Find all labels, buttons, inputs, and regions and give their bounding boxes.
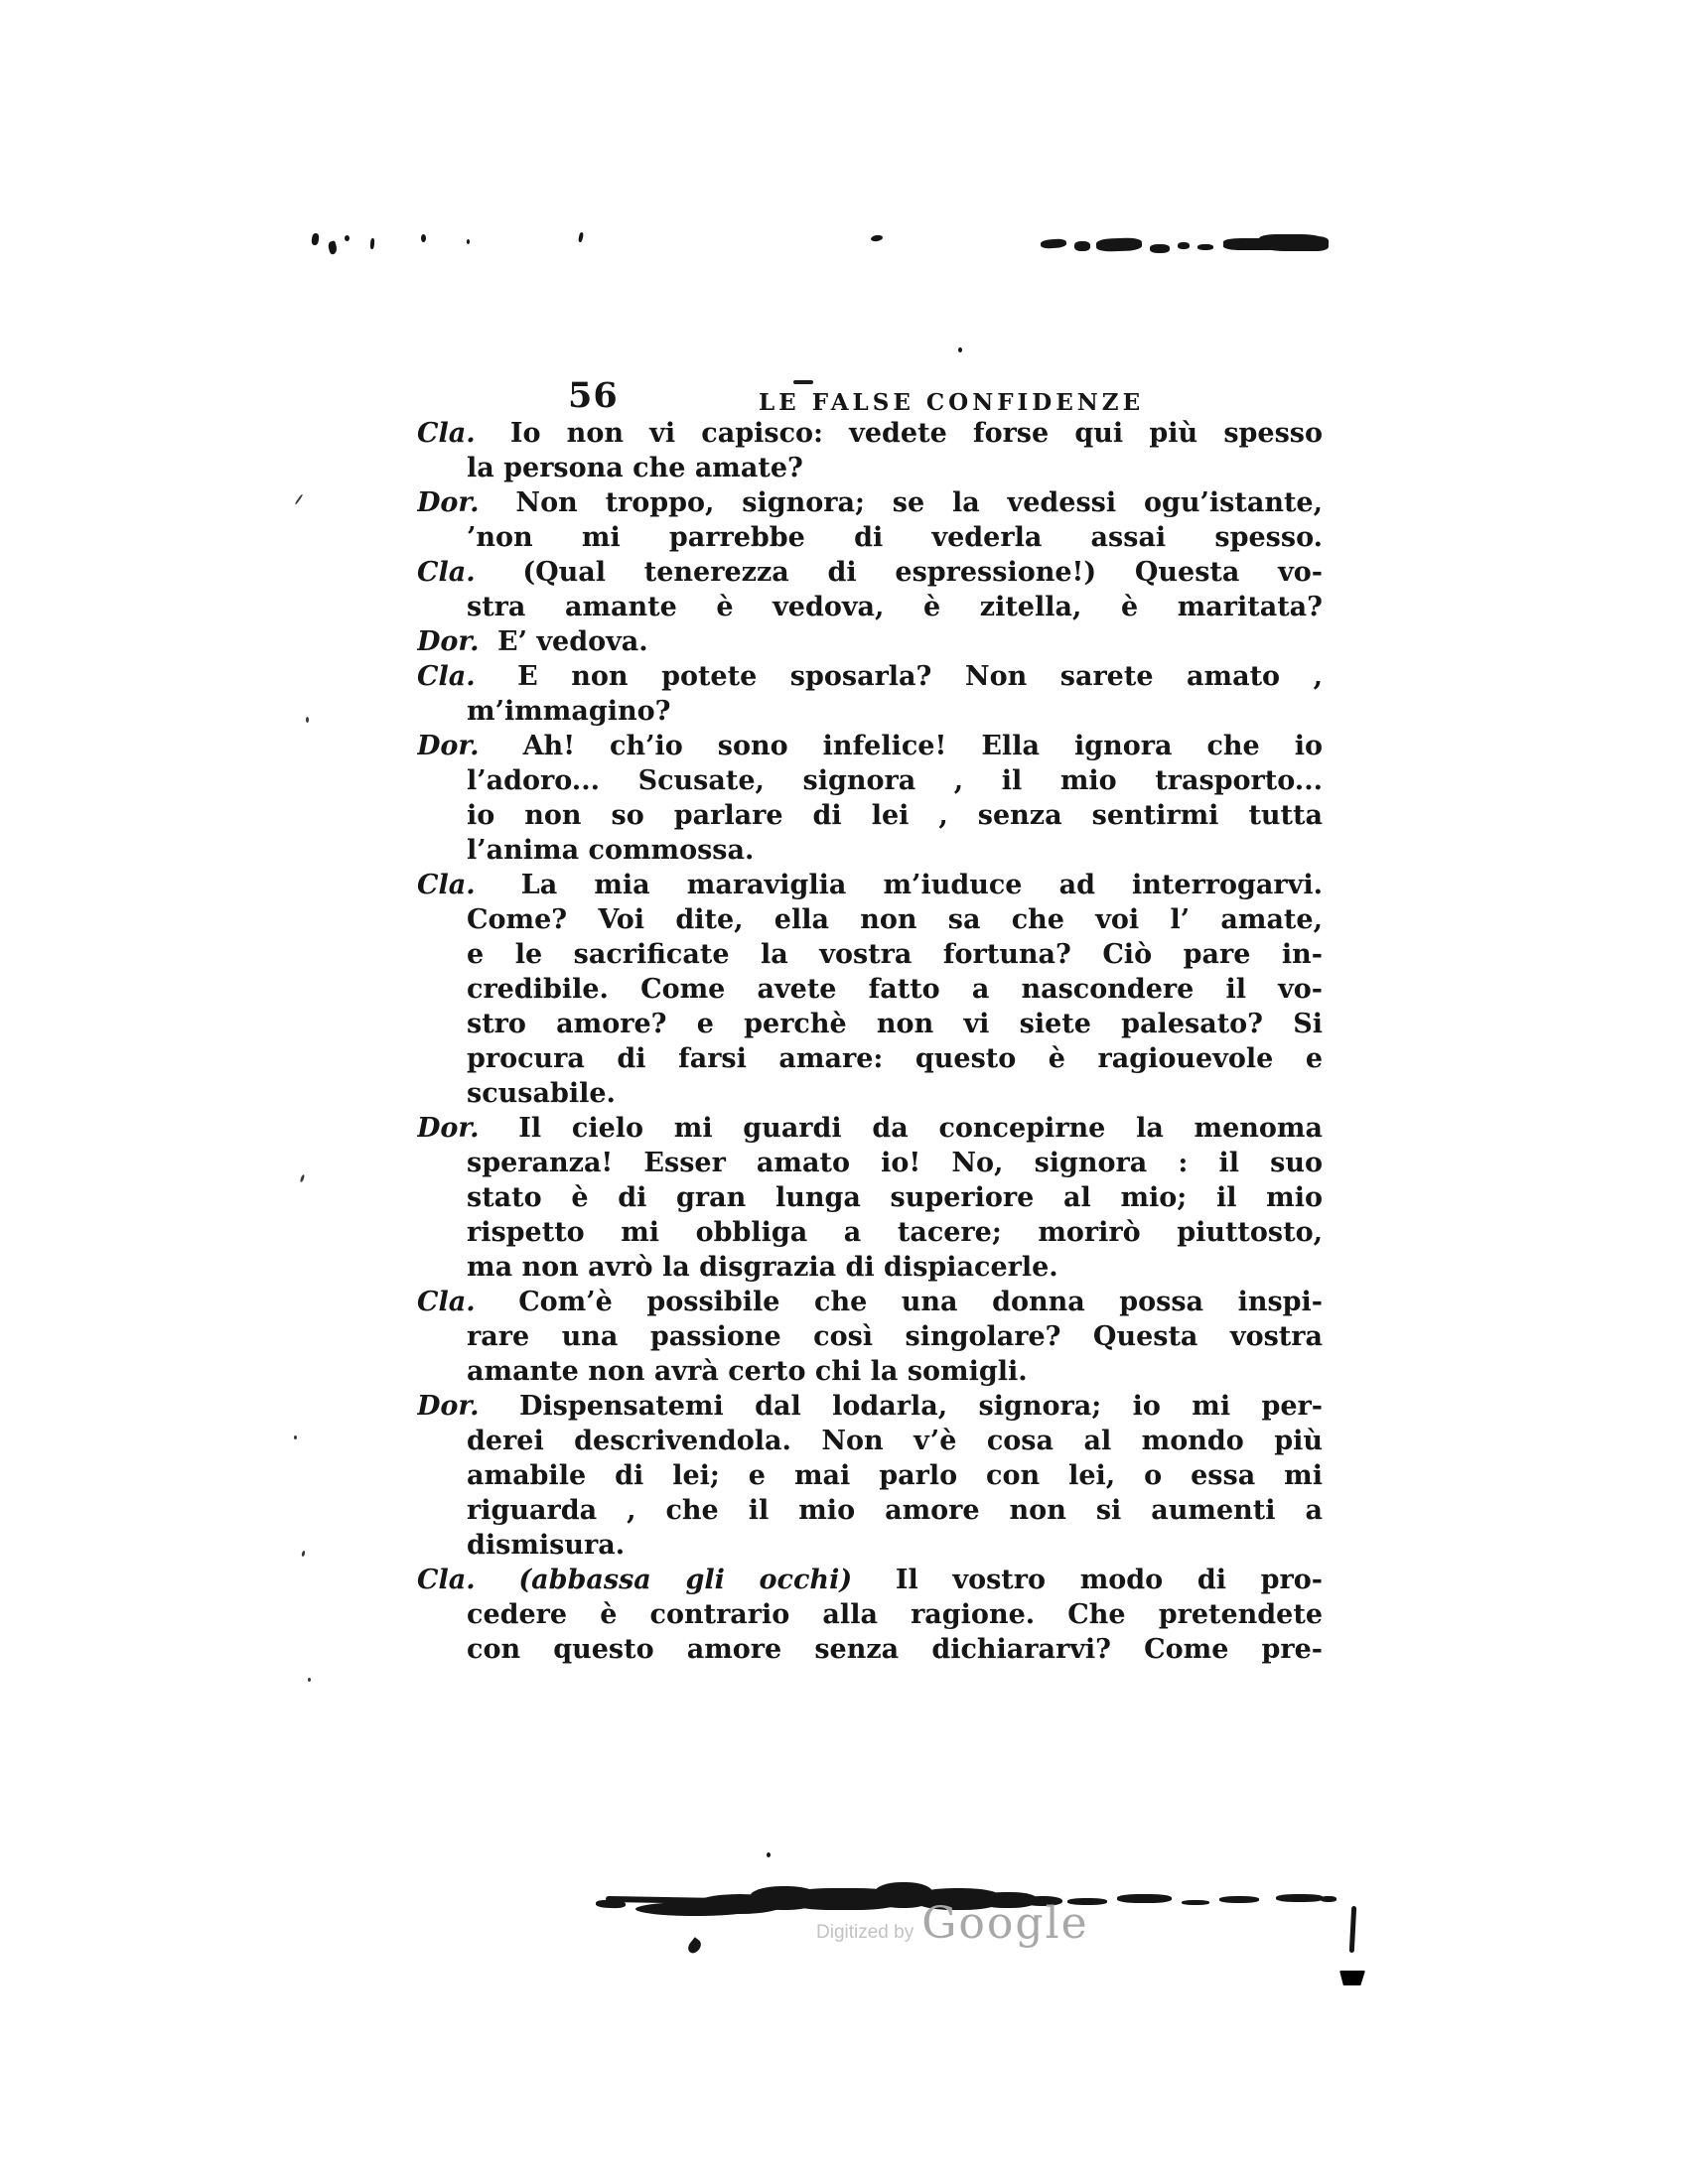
line-text: m’immagino? <box>467 696 671 727</box>
ink-speck <box>793 380 813 384</box>
ink-smudge-bottom <box>1117 1894 1172 1903</box>
speaker-label: Cla. <box>417 870 476 900</box>
ink-smudge-top <box>1291 236 1329 251</box>
ink-smudge-top <box>1096 237 1142 252</box>
text-line <box>417 1146 1323 1180</box>
ink-smudge-top <box>1197 244 1213 250</box>
speaker-label: Dor. <box>417 1113 480 1144</box>
line-text: rare una passione così singolare? Questa vostra <box>467 1321 1323 1352</box>
text-line <box>417 902 1323 937</box>
text-line <box>417 1597 1323 1632</box>
ink-speck <box>767 1852 771 1857</box>
text-line <box>417 1493 1323 1528</box>
google-watermark <box>816 1898 1089 1949</box>
text-line <box>417 694 1323 729</box>
text-line <box>417 729 1323 763</box>
line-text: E’ vedova. <box>496 626 648 657</box>
ink-speck <box>578 232 584 243</box>
line-text: l’adoro... Scusate, signora , il mio trasporto... <box>467 765 1323 796</box>
line-text: Il vostro modo di pro- <box>895 1565 1323 1595</box>
speaker-label: Cla. <box>417 661 476 692</box>
text-line <box>417 1215 1323 1250</box>
text-line <box>417 1354 1323 1389</box>
line-text: amante non avrà certo chi la somigli. <box>467 1356 1028 1387</box>
text-line <box>417 763 1323 798</box>
text-line <box>417 451 1323 485</box>
line-text: l’anima commossa. <box>467 835 755 866</box>
watermark-brand: Google <box>921 1898 1089 1949</box>
speaker-label: Cla. <box>417 1565 476 1595</box>
ink-speck <box>311 233 320 246</box>
speaker-label: Cla. <box>417 557 476 588</box>
line-text: credibile. Come avete fatto a nascondere il vo- <box>467 974 1323 1005</box>
line-text: procura di farsi amare: questo è ragiouevole e <box>467 1043 1323 1074</box>
ink-smudge-top <box>1074 241 1090 251</box>
speaker-label: Dor. <box>417 626 480 657</box>
line-text: Non troppo, signora; se la vedessi ogu’istante, <box>515 487 1323 518</box>
speaker-label: Dor. <box>417 1391 480 1422</box>
speaker-label: Dor. <box>417 487 480 518</box>
text-line <box>417 659 1323 694</box>
ink-speck <box>958 347 962 352</box>
ink-speck <box>308 1678 311 1682</box>
margin-blob <box>1339 1971 1365 1985</box>
line-text: amabile di lei; e mai parlo con lei, o essa mi <box>467 1460 1323 1491</box>
margin-mark-vertical <box>1349 1906 1356 1953</box>
ink-speck <box>300 1174 306 1183</box>
ink-speck <box>295 494 304 505</box>
text-line <box>417 937 1323 972</box>
line-text: Ah! ch’io sono infelice! Ella ignora che io <box>522 731 1323 761</box>
text-line <box>417 1458 1323 1493</box>
text-line <box>417 1563 1323 1597</box>
text-line <box>417 624 1323 659</box>
text-line <box>417 1111 1323 1146</box>
text-line <box>417 416 1323 451</box>
text-column <box>417 416 1323 1667</box>
text-line <box>417 868 1323 902</box>
text-line <box>417 1632 1323 1667</box>
line-text: e le sacrificate la vostra fortuna? Ciò pare in- <box>467 939 1323 970</box>
text-line <box>417 485 1323 520</box>
line-text: cedere è contrario alla ragione. Che pretendete <box>467 1599 1323 1630</box>
text-line <box>417 1319 1323 1354</box>
watermark-prefix: Digitized by <box>816 1922 914 1943</box>
line-text: rispetto mi obbliga a tacere; morirò piuttosto, <box>467 1217 1323 1248</box>
line-text: stato è di gran lunga superiore al mio; il mio <box>467 1182 1323 1213</box>
text-line <box>417 1180 1323 1215</box>
ink-speck <box>370 238 375 249</box>
text-line <box>417 972 1323 1007</box>
line-text: con questo amore senza dichiararvi? Come pre- <box>467 1634 1323 1665</box>
line-text: ’non mi parrebbe di vederla assai spesso. <box>467 522 1323 553</box>
line-text: (Qual tenerezza di espressione!) Questa vo- <box>522 557 1323 588</box>
line-text: stra amante è vedova, è zitella, è maritata? <box>467 592 1323 622</box>
ink-speck <box>294 1435 297 1439</box>
ink-smudge-bottom <box>1276 1894 1324 1902</box>
text-line <box>417 1250 1323 1285</box>
ink-speck <box>345 235 350 241</box>
line-text: Dispensatemi dal lodarla, signora; io mi per- <box>518 1391 1323 1422</box>
ink-speck <box>306 717 309 723</box>
line-text: io non so parlare di lei , senza sentirmi tutta <box>467 800 1323 831</box>
line-text: stro amore? e perchè non vi siete palesato? Si <box>467 1009 1323 1039</box>
ink-speck <box>871 234 884 242</box>
text-line <box>417 590 1323 624</box>
ink-speck <box>421 234 426 242</box>
ink-smudge-bottom <box>1321 1896 1336 1902</box>
ink-speck <box>686 1937 704 1956</box>
ink-smudge-bottom <box>1182 1900 1209 1905</box>
ink-smudge-bottom <box>1219 1896 1259 1903</box>
ink-smudge-top <box>1150 244 1170 253</box>
text-line <box>417 1007 1323 1041</box>
ink-smudge-top <box>1041 238 1067 249</box>
line-text: Com’è possibile che una donna possa inspi- <box>518 1287 1323 1317</box>
line-text: Io non vi capisco: vedete forse qui più spesso <box>509 418 1323 449</box>
line-text: La mia maraviglia m’iuduce ad interrogarvi. <box>520 870 1323 900</box>
text-line <box>417 798 1323 833</box>
speaker-label: Cla. <box>417 418 476 449</box>
page-number: 56 <box>568 375 619 416</box>
ink-smudge-top <box>1178 242 1190 249</box>
line-text: Il cielo mi guardi da concepirne la menoma <box>518 1113 1323 1144</box>
line-text: E non potete sposarla? Non sarete amato , <box>517 661 1323 692</box>
ink-speck <box>327 240 338 255</box>
line-text: scusabile. <box>467 1078 616 1109</box>
text-line <box>417 555 1323 590</box>
line-text: la persona che amate? <box>467 453 803 483</box>
text-line <box>417 1041 1323 1076</box>
speaker-label: Dor. <box>417 731 480 761</box>
line-text: dismisura. <box>467 1530 626 1561</box>
line-text: ma non avrò la disgrazia di dispiacerle. <box>467 1252 1058 1283</box>
line-text: riguarda , che il mio amore non si aumenti a <box>467 1495 1323 1526</box>
text-line <box>417 1528 1323 1563</box>
line-text: derei descrivendola. Non v’è cosa al mondo più <box>467 1426 1323 1456</box>
ink-speck <box>467 239 470 244</box>
text-line <box>417 1424 1323 1458</box>
stage-direction: (abbassa gli occhi) <box>518 1565 853 1595</box>
running-title: LE FALSE CONFIDENZE <box>759 389 1145 416</box>
text-line <box>417 1389 1323 1424</box>
text-line <box>417 520 1323 555</box>
text-line <box>417 1076 1323 1111</box>
line-text: Come? Voi dite, ella non sa che voi l’ amate, <box>467 904 1323 935</box>
speaker-label: Cla. <box>417 1287 476 1317</box>
ink-speck <box>301 1551 305 1558</box>
text-line <box>417 833 1323 868</box>
text-line <box>417 1285 1323 1319</box>
line-text: speranza! Esser amato io! No, signora : il suo <box>467 1148 1323 1178</box>
